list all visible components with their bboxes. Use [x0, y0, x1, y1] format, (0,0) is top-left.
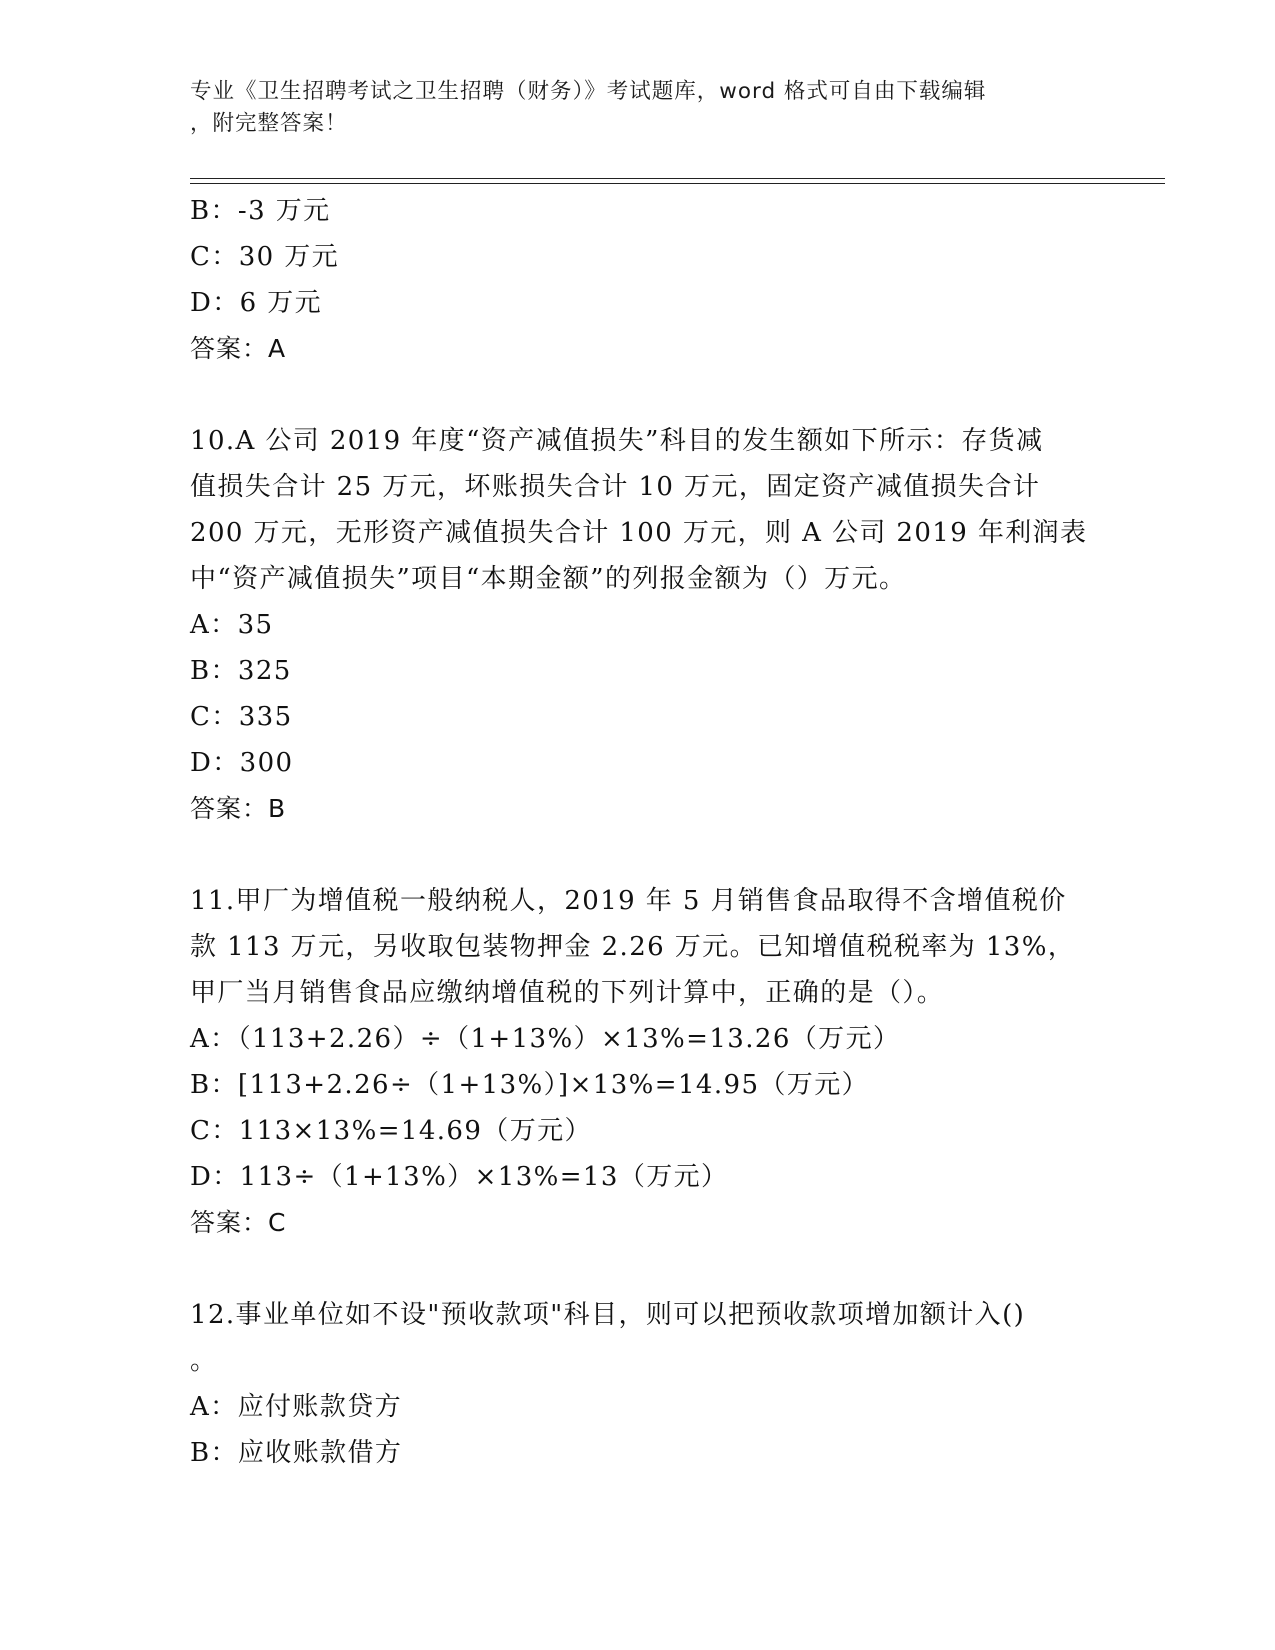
prev-question-block: [190, 188, 1090, 372]
option-c: C：335: [190, 702, 293, 732]
option-b: B：-3 万元: [190, 196, 331, 226]
question-text-line: 。: [190, 1346, 218, 1376]
question-11: [190, 878, 1090, 1246]
document-header: [190, 76, 1090, 140]
question-text-line: 中“资产减值损失”项目“本期金额”的列报金额为（）万元。: [190, 564, 907, 594]
option-a: A：应付账款贷方: [190, 1392, 402, 1422]
question-10: [190, 418, 1090, 832]
option-c: C：113×13%=14.69（万元）: [190, 1116, 592, 1146]
header-rule-top: [190, 178, 1165, 179]
answer-line: 答案：B: [190, 794, 287, 823]
option-b: B：[113+2.26÷（1+13%）]×13%=14.95（万元）: [190, 1070, 869, 1100]
question-content: [190, 188, 1090, 1476]
question-text-line: 10.A 公司 2019 年度“资产减值损失”科目的发生额如下所示：存货减: [190, 426, 1044, 456]
question-text-line: 甲厂当月销售食品应缴纳增值税的下列计算中，正确的是（）。: [190, 978, 945, 1008]
spacer: [190, 372, 1090, 418]
question-text-line: 12.事业单位如不设"预收款项"科目，则可以把预收款项增加额计入(): [190, 1300, 1026, 1330]
option-d: D：300: [190, 748, 294, 778]
header-line-1: 专业《卫生招聘考试之卫生招聘（财务）》考试题库，word 格式可自由下载编辑: [190, 79, 987, 104]
spacer: [190, 832, 1090, 878]
option-d: D：113÷（1+13%）×13%=13（万元）: [190, 1162, 729, 1192]
question-text-line: 值损失合计 25 万元，坏账损失合计 10 万元，固定资产减值损失合计: [190, 472, 1041, 502]
option-b: B：325: [190, 656, 292, 686]
header-rule-bottom: [190, 183, 1165, 184]
option-b: B：应收账款借方: [190, 1438, 403, 1468]
question-12: [190, 1292, 1090, 1476]
spacer: [190, 1246, 1090, 1292]
header-line-2: ，附完整答案！: [190, 111, 348, 136]
option-a: A：35: [190, 610, 274, 640]
question-text-line: 200 万元，无形资产减值损失合计 100 万元，则 A 公司 2019 年利润表: [190, 518, 1088, 548]
option-c: C：30 万元: [190, 242, 340, 272]
option-a: A：（113+2.26）÷（1+13%）×13%=13.26（万元）: [190, 1024, 901, 1054]
answer-line: 答案：C: [190, 1208, 287, 1237]
question-text-line: 11.甲厂为增值税一般纳税人，2019 年 5 月销售食品取得不含增值税价: [190, 886, 1067, 916]
option-d: D：6 万元: [190, 288, 323, 318]
answer-line: 答案：A: [190, 334, 287, 363]
question-text-line: 款 113 万元，另收取包装物押金 2.26 万元。已知增值税税率为 13%，: [190, 932, 1076, 962]
